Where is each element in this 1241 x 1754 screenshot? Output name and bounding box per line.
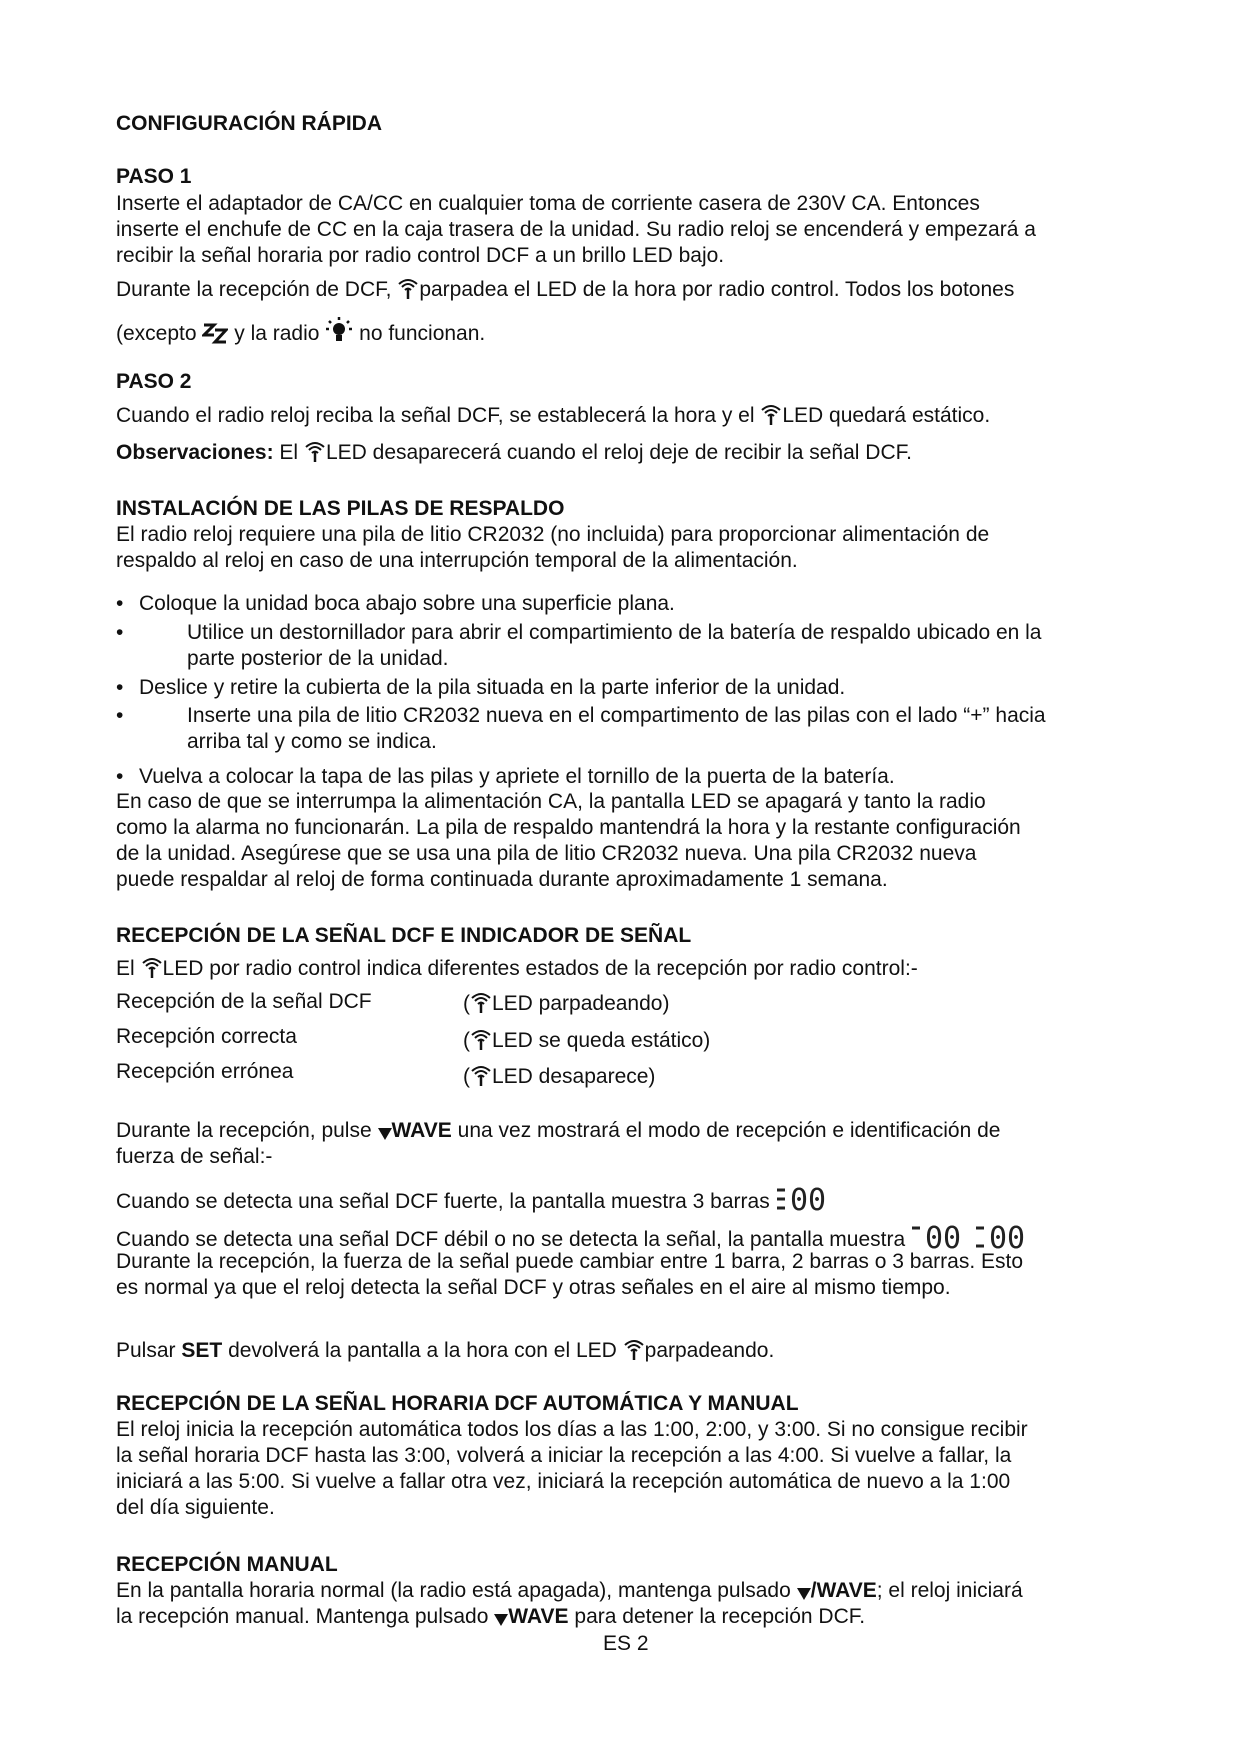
radio-antenna-icon [141,955,163,979]
radio-antenna-icon [470,1063,492,1087]
pilas-para: puede respaldar al reloj de forma continuada durante aproximadamente 1 semana. [116,868,888,891]
heading-manual: RECEPCIÓN MANUAL [116,1553,338,1576]
heading-paso1: PASO 1 [116,165,192,188]
pilas-line: El radio reloj requiere una pila de litio CR2032 (no incluida) para proporcionar alimentación de [116,523,990,546]
three-bars-display-icon [776,1184,834,1214]
reception-state [463,1063,655,1090]
auto-line: del día siguiente. [116,1496,275,1519]
auto-line: iniciará a las 5:00. Si vuelve a fallar otra vez, iniciará la recepción automática de nuevo a la 1:00 [116,1470,1011,1493]
zzz-sleep-icon [202,322,228,344]
reception-label: Recepción errónea [116,1060,294,1083]
seg-digits: 00 [988,1222,1025,1252]
manual-text: para detener la recepción DCF. [574,1605,866,1628]
set-text: parpadeando. [644,1339,775,1362]
paso1-line: recibir la señal horaria por radio control DCF a un brillo LED bajo. [116,244,725,267]
bullet-dot: • [116,621,124,644]
paso2-text: Cuando el radio reloj reciba la señal DCF, se establecerá la hora y el [116,404,755,427]
paren: ( [463,1065,470,1088]
paso1-line: inserte el enchufe de CC en la caja trasera de la unidad. Su radio reloj se encenderá y empezará a [116,218,1036,241]
bullet-item: parte posterior de la unidad. [187,647,449,670]
manual-text: En la pantalla horaria normal (la radio está apagada), mantenga pulsado [116,1579,791,1602]
manual-line [116,1603,865,1630]
manual-text: la recepción manual. Mantenga pulsado [116,1605,489,1628]
bullet-item: Coloque la unidad boca abajo sobre una superficie plana. [139,592,675,615]
bullet-dot: • [116,592,124,615]
senal-intro [116,955,918,982]
bullet-item: Vuelva a colocar la tapa de las pilas y apriete el tornillo de la puerta de la batería. [139,765,895,788]
paso1-text: no funcionan. [359,322,486,345]
set-text: Pulsar [116,1339,176,1362]
senal-text: LED por radio control indica diferentes estados de la recepción por radio control:- [162,957,918,980]
pilas-line: respaldo al reloj en caso de una interrupción temporal de la alimentación. [116,549,798,572]
change-line: Durante la recepción, la fuerza de la señal puede cambiar entre 1 barra, 2 barras o 3 barras. Esto [116,1250,1024,1273]
pilas-para: como la alarma no funcionarán. La pila de respaldo mantendrá la hora y la restante configuración [116,816,1021,839]
heading-auto: RECEPCIÓN DE LA SEÑAL HORARIA DCF AUTOMÁTICA Y MANUAL [116,1392,799,1415]
pilas-para: En caso de que se interrumpa la alimentación CA, la pantalla LED se apagará y tanto la radio [116,790,986,813]
paren: ( [463,1029,470,1052]
paso1-text: (excepto [116,322,197,345]
set-line [116,1337,774,1364]
seg-digits: 00 [925,1222,962,1252]
wave-key: WAVE [391,1119,452,1142]
down-triangle-icon [378,1127,392,1141]
paren: ( [463,992,470,1015]
bullet-item: Utilice un destornillador para abrir el compartimiento de la batería de respaldo ubicado en la [187,621,1042,644]
manual-text: ; el reloj iniciará [876,1579,1023,1602]
radio-antenna-icon [470,990,492,1014]
obs-text: El [279,441,299,464]
obs-label: Observaciones: [116,441,274,464]
wave-line [116,1117,1000,1144]
heading-configuracion: CONFIGURACIÓN RÁPIDA [116,112,382,135]
heading-pilas: INSTALACIÓN DE LAS PILAS DE RESPALDO [116,497,565,520]
bullet-dot: • [116,765,124,788]
set-text: devolverá la pantalla a la hora con el LED [228,1339,617,1362]
bullet-item: arriba tal y como se indica. [187,730,437,753]
paso2-line [116,402,990,429]
radio-antenna-icon [304,439,326,463]
paso1-line: Inserte el adaptador de CA/CC en cualquier toma de corriente casera de 230V CA. Entonces [116,192,980,215]
reception-label: Recepción de la señal DCF [116,990,372,1013]
paso1-line [116,276,1014,303]
radio-antenna-icon [470,1027,492,1051]
state-text: LED desaparece) [492,1065,656,1088]
wave-text: Durante la recepción, pulse [116,1119,372,1142]
heading-paso2: PASO 2 [116,370,192,393]
obs-text: LED desaparecerá cuando el reloj deje de recibir la señal DCF. [325,441,912,464]
manual-key: WAVE [508,1605,569,1628]
change-line: es normal ya que el reloj detecta la señal DCF y otras señales en el aire al mismo tiempo. [116,1276,951,1299]
page-footer: ES 2 [603,1632,649,1655]
heading-senal: RECEPCIÓN DE LA SEÑAL DCF E INDICADOR DE SEÑAL [116,924,692,947]
bullet-item: Deslice y retire la cubierta de la pila situada en la parte inferior de la unidad. [139,676,846,699]
reception-state [463,1027,710,1054]
radio-antenna-icon [623,1337,645,1361]
reception-state [463,990,669,1017]
paso2-obs [116,439,912,466]
paso1-text: parpadea el LED de la hora por radio control. Todos los botones [419,278,1015,301]
bullet-dot: • [116,704,124,727]
auto-line: la señal horaria DCF hasta las 3:00, volverá a iniciar la recepción a las 4:00. Si vuelve a fallar, la [116,1444,1012,1467]
auto-line: El reloj inicia la recepción automática todos los días a las 1:00, 2:00, y 3:00. Si no consigue recibir [116,1418,1028,1441]
seg-digits: 00 [789,1184,826,1214]
radio-antenna-icon [760,402,782,426]
paso1-text: y la radio [234,322,320,345]
manual-line [116,1577,1023,1604]
set-key: SET [181,1339,223,1362]
wave-line: fuerza de señal:- [116,1145,273,1168]
state-text: LED parpadeando) [492,992,670,1015]
bullet-item: Inserte una pila de litio CR2032 nueva en el compartimento de las pilas con el lado “+” hacia [187,704,1046,727]
light-bulb-icon [325,316,353,344]
bullet-dot: • [116,676,124,699]
down-triangle-icon [797,1587,811,1601]
wave-text: una vez mostrará el modo de recepción e identificación de [457,1119,1001,1142]
paso1-line [116,316,485,347]
manual-key: /WAVE [810,1579,877,1602]
weak-text: Cuando se detecta una señal DCF débil o no se detecta la señal, la pantalla muestra [116,1228,906,1251]
down-triangle-icon [494,1613,508,1627]
senal-text: El [116,957,135,980]
state-text: LED se queda estático) [492,1029,711,1052]
strong-text: Cuando se detecta una señal DCF fuerte, la pantalla muestra 3 barras [116,1190,770,1213]
paso2-text: LED quedará estático. [782,404,991,427]
strong-signal-line [116,1184,834,1215]
reception-label: Recepción correcta [116,1025,297,1048]
radio-antenna-icon [397,276,419,300]
pilas-para: de la unidad. Asegúrese que se usa una pila de litio CR2032 nueva. Una pila CR2032 nueva [116,842,977,865]
paso1-text: Durante la recepción de DCF, [116,278,392,301]
